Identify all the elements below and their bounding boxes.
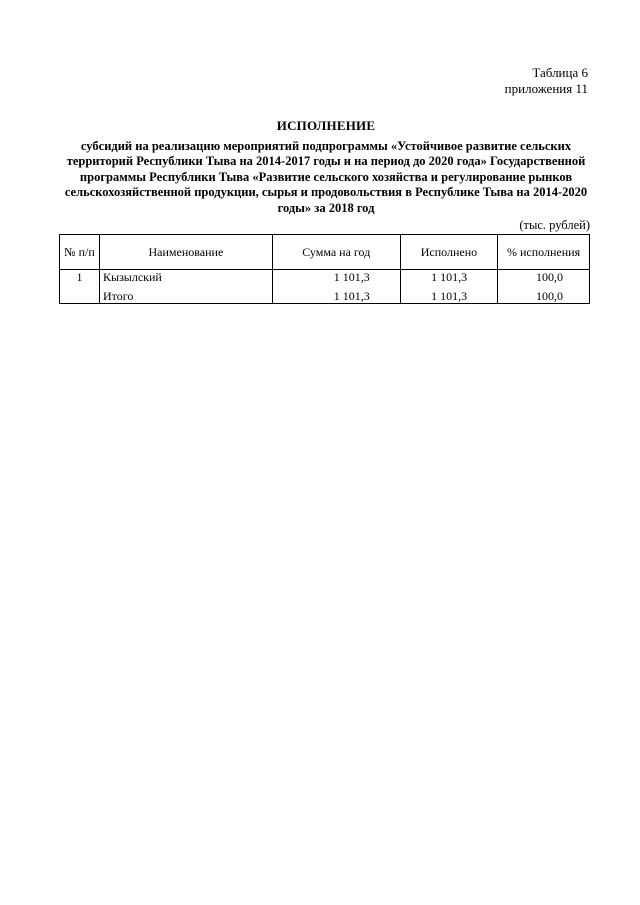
total-sum: 1 101,3: [272, 285, 400, 304]
total-number-cell: [60, 285, 100, 304]
document-subtitle: субсидий на реализацию мероприятий подпрограммы «Устойчивое развитие сельских территорий Республики Тыва на 2014-2017 годы и на период до 2020 года» Государственной программы Республики Тыва «Развитие сельского хозяйства и регулирование рынков сельскохозяйственной продукции, сырья и продовольствия в Республике Тыва на 2014-2020 годы» за 2018 год: [64, 138, 588, 215]
document-heading: [60, 118, 592, 217]
total-percent: 100,0: [498, 285, 590, 304]
table-reference: [505, 65, 588, 97]
column-header-done: Исполнено: [400, 235, 497, 270]
row-percent: 100,0: [498, 270, 590, 286]
appendix-number: приложения 11: [504, 81, 588, 96]
table-number: Таблица 6: [532, 65, 588, 80]
row-sum: 1 101,3: [272, 270, 400, 286]
table-header-row: [60, 235, 590, 270]
column-header-name: Наименование: [100, 235, 273, 270]
execution-table: [59, 234, 590, 304]
row-done: 1 101,3: [400, 270, 497, 286]
table-row: [60, 270, 590, 286]
row-number: 1: [60, 270, 100, 286]
column-header-no: № п/п: [60, 235, 100, 270]
units-note: (тыс. рублей): [519, 218, 590, 232]
column-header-percent: % исполнения: [498, 235, 590, 270]
column-header-sum: Сумма на год: [272, 235, 400, 270]
total-done: 1 101,3: [400, 285, 497, 304]
table-total-row: [60, 285, 590, 304]
row-name: Кызылский: [100, 270, 273, 286]
document-title: ИСПОЛНЕНИЕ: [276, 118, 376, 133]
total-label: Итого: [100, 285, 273, 304]
